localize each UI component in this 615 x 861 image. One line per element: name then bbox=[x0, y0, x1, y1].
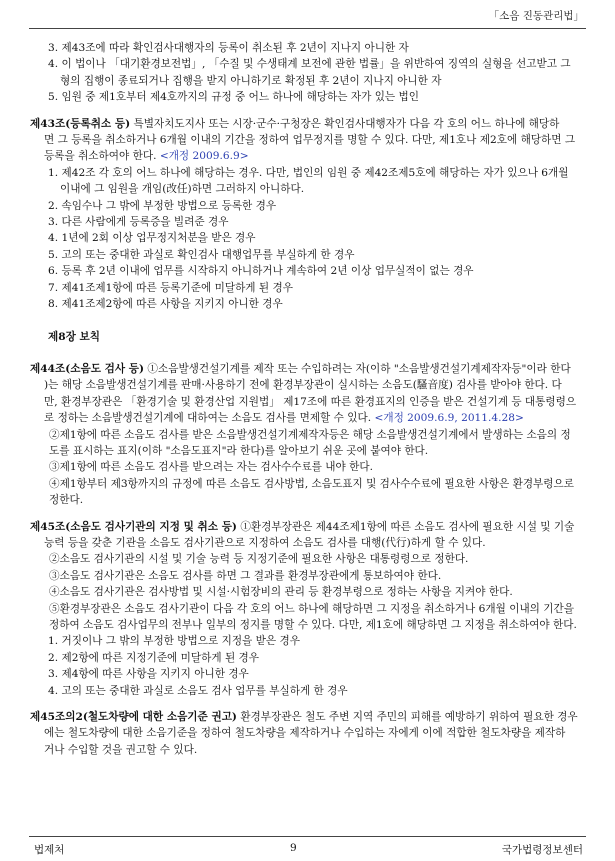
paragraph: ②제1항에 따른 소음도 검사를 받은 소음발생건설기계제작자등은 해당 소음발생건설기계에서 발생하는 소음의 정 bbox=[49, 428, 571, 441]
paragraph-continuation: 정하여 소음도 검사업무의 전부나 일부의 정지를 명할 수 있다. 다만, 제1호에 해당하면 그 지정을 취소하여야 한다. bbox=[49, 619, 577, 631]
article-text: 환경부장관은 철도 주변 지역 주민의 피해를 예방하기 위하여 필요한 경우 bbox=[236, 711, 578, 724]
list-item: 2. 제2항에 따른 지정기준에 미달하게 된 경우 bbox=[48, 651, 260, 664]
article-text: ①소음발생건설기계를 제작 또는 수입하려는 자(이하 "소음발생건설기계제작자등"이라 한다 bbox=[144, 362, 571, 375]
paragraph-continuation: 도를 표시하는 표지(이하 "소음도표지"라 한다)를 알아보기 쉬운 곳에 붙여야 한다. bbox=[49, 444, 429, 457]
article-text: 능력 등을 갖춘 기관을 소음도 검사기관으로 지정하여 소음도 검사를 대행(代行)하게 할 수 있다. bbox=[44, 536, 486, 549]
document-body bbox=[30, 40, 586, 758]
page-number: 9 bbox=[290, 842, 297, 854]
paragraph: ③제1항에 따른 소음도 검사를 받으려는 자는 검사수수료를 내야 한다. bbox=[49, 461, 373, 474]
list-item: 3. 제4항에 따른 사항을 지키지 아니한 경우 bbox=[48, 668, 249, 681]
list-item: 5. 고의 또는 중대한 과실로 확인검사 대행업무를 부실하게 한 경우 bbox=[48, 248, 355, 261]
article-title: 제43조(등록취소 등) bbox=[30, 117, 131, 130]
article-text-last bbox=[30, 148, 586, 164]
article-text: 면 그 등록을 취소하거나 6개월 이내의 기간을 정하여 업무정지를 명할 수 있다. 다만, 제1호나 제2호에 해당하면 그 bbox=[44, 134, 576, 147]
list-item: 5. 임원 중 제1호부터 제4호까지의 규정 중 어느 하나에 해당하는 자가 있는 법인 bbox=[48, 91, 420, 104]
amendment-note: <개정 2009.6.9> bbox=[159, 150, 249, 163]
amendment-note: <개정 2009.6.9, 2011.4.28> bbox=[374, 412, 524, 425]
article-43 bbox=[30, 116, 586, 132]
article-text: 로 정하는 소음발생건설기계에 대하여는 소음도 검사를 면제할 수 있다. bbox=[44, 412, 375, 425]
footer-publisher: 법제처 bbox=[34, 844, 65, 856]
article-text-last bbox=[30, 410, 586, 426]
list-item: 4. 고의 또는 중대한 과실로 소음도 검사 업무를 부실하게 한 경우 bbox=[48, 684, 348, 697]
article-45 bbox=[30, 519, 586, 535]
list-item: 6. 등록 후 2년 이내에 업무를 시작하지 아니하거나 계속하여 2년 이상 업무실적이 없는 경우 bbox=[48, 265, 474, 278]
chapter-heading: 제8장 보칙 bbox=[48, 330, 100, 343]
list-item: 4. 이 법이나 「대기환경보전법」, 「수질 및 수생태계 보전에 관한 법률」을 위반하여 징역의 실형을 선고받고 그 bbox=[48, 58, 571, 71]
article-text: 등록을 취소하여야 한다. bbox=[44, 150, 160, 163]
list-item: 3. 다른 사람에게 등록증을 빌려준 경우 bbox=[48, 216, 229, 229]
article-45-2 bbox=[30, 709, 586, 725]
list-item: 3. 제43조에 따라 확인검사대행자의 등록이 취소된 후 2년이 지나지 아니한 자 bbox=[48, 42, 409, 54]
article-title: 제44조(소음도 검사 등) bbox=[30, 362, 145, 375]
list-item: 2. 속임수나 그 밖에 부정한 방법으로 등록한 경우 bbox=[48, 199, 277, 212]
article-text: )는 해당 소음발생건설기계를 판매·사용하기 전에 환경부장관이 실시하는 소음도(騷音度) 검사를 받아야 한다. 다 bbox=[44, 379, 562, 392]
article-text: ①환경부장관은 제44조제1항에 따른 소음도 검사에 필요한 시설 및 기술 bbox=[236, 520, 575, 533]
article-44 bbox=[30, 361, 586, 377]
paragraph: ③소음도 검사기관은 소음도 검사를 하면 그 결과를 환경부장관에게 통보하여야 한다. bbox=[49, 569, 442, 582]
article-title: 제45조의2(철도차량에 대한 소음기준 권고) bbox=[30, 711, 237, 724]
paragraph-continuation: 정한다. bbox=[49, 494, 84, 507]
paragraph: ②소음도 검사기관의 시설 및 기술 능력 등 지정기준에 필요한 사항은 대통령령으로 정한다. bbox=[49, 553, 469, 566]
header-divider bbox=[29, 28, 586, 29]
list-item: 1. 거짓이나 그 밖의 부정한 방법으로 지정을 받은 경우 bbox=[48, 635, 300, 648]
list-item: 4. 1년에 2회 이상 업무정지처분을 받은 경우 bbox=[48, 232, 256, 245]
paragraph: ④소음도 검사기관은 검사방법 및 시설·시험장비의 관리 등 환경부령으로 정하는 사항을 지켜야 한다. bbox=[49, 586, 513, 599]
footer-divider bbox=[29, 836, 586, 837]
article-text: 거나 수입할 것을 권고할 수 있다. bbox=[44, 743, 198, 756]
footer-source: 국가법령정보센터 bbox=[501, 844, 583, 856]
list-item: 1. 제42조 각 호의 어느 하나에 해당하는 경우. 다만, 법인의 임원 중 제42조제5호에 해당하는 자가 있으나 6개월 bbox=[48, 166, 569, 179]
article-title: 제45조(소음도 검사기관의 지정 및 취소 등) bbox=[30, 520, 237, 533]
article-text: 에는 철도차량에 대한 소음기준을 정하여 철도차량을 제작하거나 수입하는 자에게 이에 적합한 철도차량을 제작하 bbox=[44, 727, 566, 740]
paragraph: ④제1항부터 제3항까지의 규정에 따른 소음도 검사방법, 소음도표지 및 검사수수료에 필요한 사항은 환경부령으로 bbox=[49, 477, 574, 490]
list-item: 7. 제41조제1항에 따른 등록기준에 미달하게 된 경우 bbox=[48, 281, 293, 294]
list-item-continuation: 형의 집행이 종료되거나 집행을 받지 아니하기로 확정된 후 2년이 지나지 아니한 자 bbox=[60, 74, 442, 87]
law-title-header: 「소음 진동관리법」 bbox=[488, 10, 584, 22]
article-text: 특별자치도지사 또는 시장·군수·구청장은 확인검사대행자가 다음 각 호의 어느 하나에 해당하 bbox=[130, 117, 560, 130]
paragraph: ⑤환경부장관은 소음도 검사기관이 다음 각 호의 어느 하나에 해당하면 그 지정을 취소하거나 6개월 이내의 기간을 bbox=[49, 602, 574, 615]
article-text: 만, 환경부장관은 「환경기술 및 환경산업 지원법」 제17조에 따른 환경표지의 인증을 받은 건설기계 등 대통령령으 bbox=[44, 395, 577, 408]
list-item-continuation: 이내에 그 임원을 개임(改任)하면 그러하지 아니하다. bbox=[60, 183, 305, 196]
list-item: 8. 제41조제2항에 따른 사항을 지키지 아니한 경우 bbox=[48, 298, 283, 311]
